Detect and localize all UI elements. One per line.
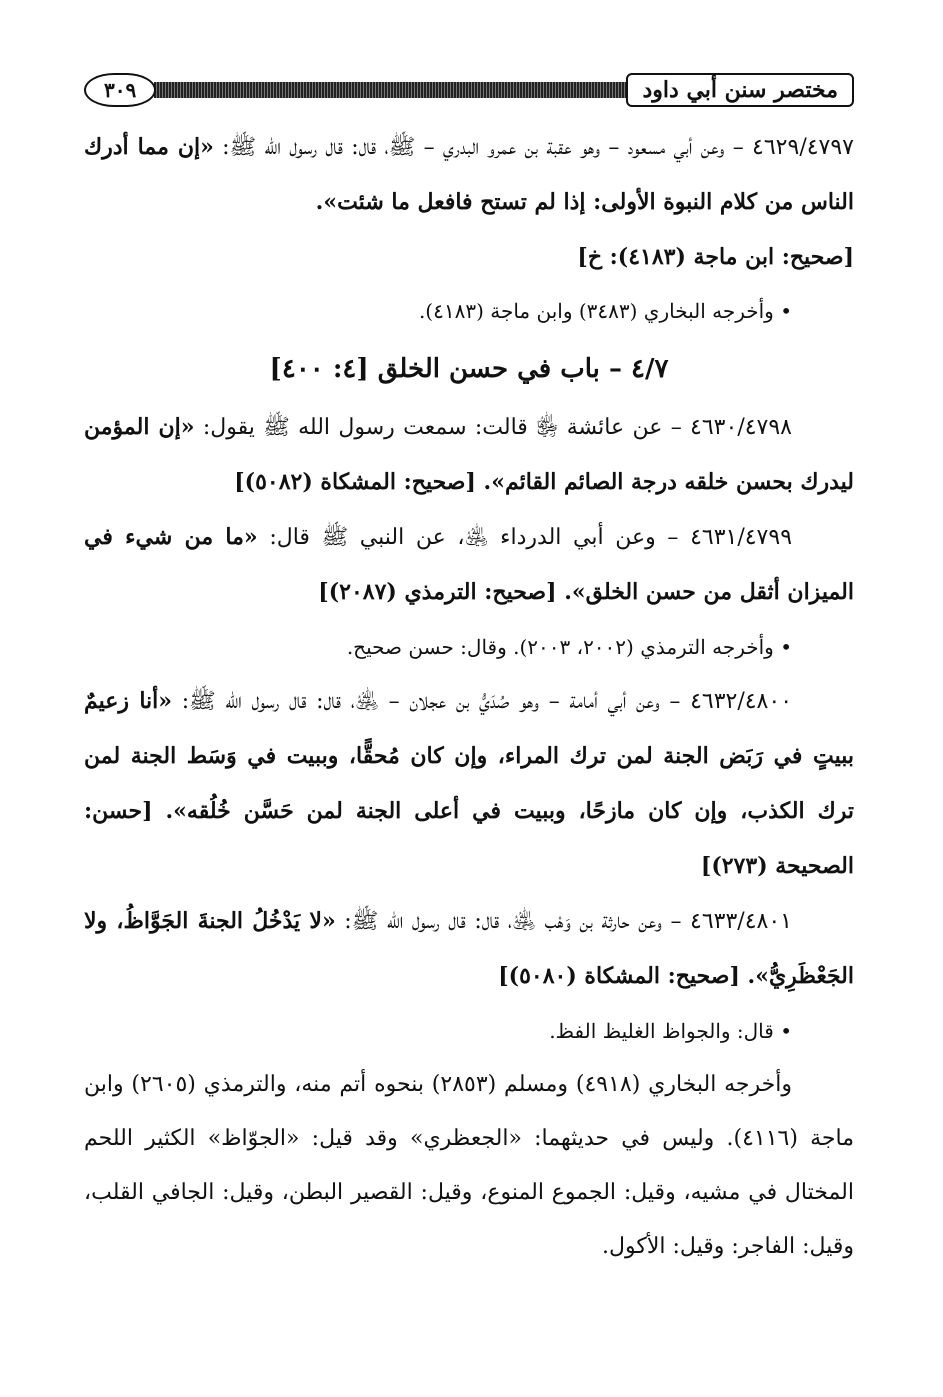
- takhrij-4799: • وأخرجه الترمذي (٢٠٠٢، ٢٠٠٣). وقال: حسن صحيح.: [346, 635, 792, 659]
- hadith-4801-text: «لا يَدْخُلُ الجنةَ الجَوَّاظُ، ولا الجَعْظَرِيُّ».: [84, 908, 854, 989]
- book-title: مختصر سنن أبي داود: [626, 73, 854, 107]
- hadith-4801: [84, 894, 854, 1004]
- hadith-4798-text: «إن المؤمن ليدرك بحسن خلقه درجة الصائم القائم».: [84, 414, 854, 495]
- chapter-heading: ٤/٧ – باب في حسن الخلق [٤: ٤٠٠]: [269, 354, 669, 384]
- hadith-4797-intro: رسول الله ﷺ:: [213, 135, 318, 160]
- note-4801: • قال: والجواظ الغليظ الفظ.: [549, 1019, 792, 1043]
- hadith-4799-chain: ٤٦٣١/٤٧٩٩ – وعن أبي الدرداء ﵁، عن النبي ﷺ قال:: [257, 525, 793, 550]
- hadith-4798: [84, 400, 854, 510]
- hadith-4798-chain: ٤٦٣٠/٤٧٩٨ – عن عائشة ﵂ قالت: سمعت رسول الله ﷺ يقول:: [194, 415, 792, 440]
- takhrij-final: وأخرجه البخاري (٤٩١٨) ومسلم (٢٨٥٣) بنحوه أتم منه، والترمذي (٢٦٠٥) وابن ماجة (٤١١٦). وليس في حديثهما: «الجعظري» وقد قيل: «الجوّاظ» الكثير اللحم المختال في مشيه، وقيل: الجموع المنوع، وقيل: القصير البطن، وقيل: الجافي القلب، وقيل: الفاجر: وقيل: الأكول.: [84, 1072, 854, 1259]
- grade-4799: [صحيح: الترمذي (٢٠٨٧)]: [318, 579, 565, 605]
- grade-4797: [صحيح: ابن ماجة (٤١٨٣): خ]: [577, 244, 854, 270]
- page-number: ٣٠٩: [84, 73, 156, 107]
- grade-4800: [حسن: الصحيحة (٢٧٣)]: [84, 798, 854, 879]
- grade-4798: [صحيح: المشكاة (٥٠٨٢)]: [234, 469, 484, 495]
- hadith-4800-text: «أنا زعيمٌ ببيتٍ في رَبَض الجنة لمن ترك المراء، وإن كان مُحقًّا، وببيت في وَسَط الجنة لمن ترك الكذب، وإن كان مازحًا، وببيت في أعلى الجنة لمن حَسَّن خُلُقه».: [84, 688, 854, 824]
- takhrij-4797: • وأخرجه البخاري (٣٤٨٣) وابن ماجة (٤١٨٣).: [418, 299, 792, 323]
- hadith-4799-text: «ما من شيء في الميزان أثقل من حسن الخلق».: [84, 524, 854, 605]
- hadith-4797-text: «إن مما أدرك الناس من كلام النبوة الأولى: إذا لم تستح فافعل ما شئت».: [84, 134, 854, 215]
- hadith-4800-chain: ٤٦٣٢/٤٨٠٠ – وعن أبي أمامة – وهو صُدَيُّ بن عجلان – ﵁، قال: قال رسول الله ﷺ:: [172, 689, 793, 714]
- book-page: [84, 60, 854, 1274]
- hadith-4797: [84, 120, 854, 230]
- running-header: [84, 60, 854, 120]
- hadith-4800: [84, 674, 854, 894]
- grade-4801: [صحيح: المشكاة (٥٠٨٠)]: [498, 963, 748, 989]
- hadith-4797-chain: ٤٦٢٩/٤٧٩٧ – وعن أبي مسعود – وهو عقبة بن عمرو البدري – ﷺ، قال: قال: [325, 135, 854, 160]
- header-rule: [154, 82, 628, 98]
- hadith-4799: [84, 510, 854, 620]
- hadith-4801-chain: ٤٦٣٣/٤٨٠١ – وعن حارثة بن وَهْب ﵁، قال: قال رسول الله ﷺ:: [335, 909, 792, 934]
